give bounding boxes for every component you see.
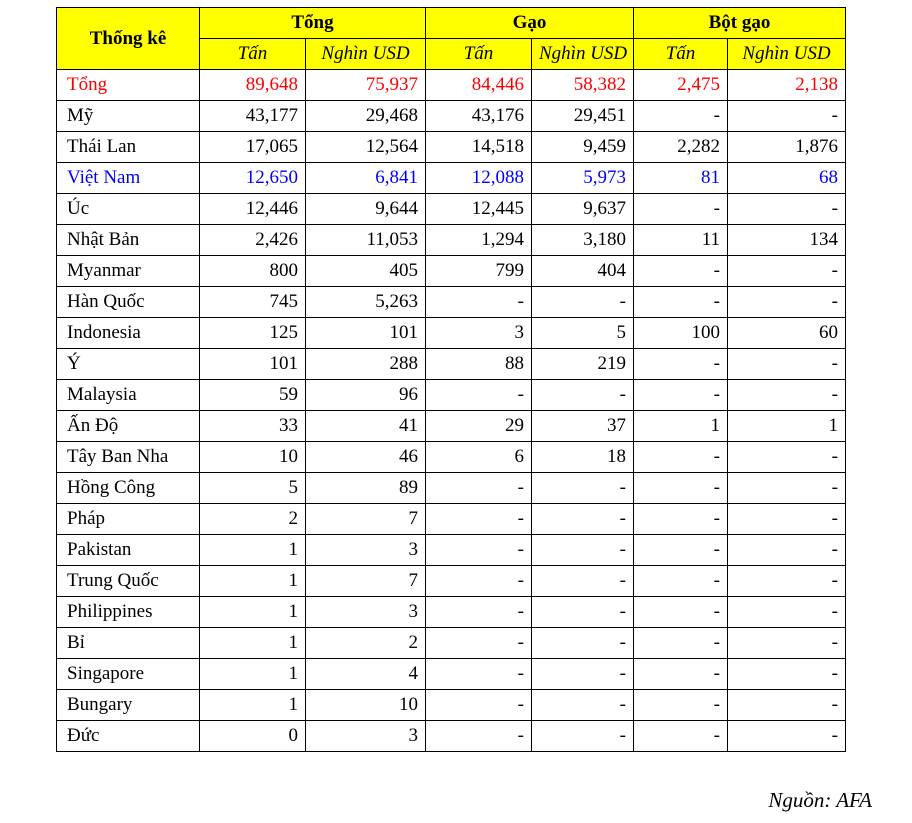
- table-row: [57, 628, 846, 659]
- table-cell: 6: [426, 442, 532, 473]
- table-cell: -: [728, 721, 846, 752]
- table-cell: -: [728, 287, 846, 318]
- table-cell: -: [728, 690, 846, 721]
- table-cell: 7: [306, 504, 426, 535]
- table-cell: 9,637: [532, 194, 634, 225]
- row-label: Trung Quốc: [57, 566, 200, 597]
- table-cell: -: [532, 287, 634, 318]
- table-cell: 101: [200, 349, 306, 380]
- table-cell: -: [532, 473, 634, 504]
- row-label: Pakistan: [57, 535, 200, 566]
- table-cell: 219: [532, 349, 634, 380]
- table-row: [57, 318, 846, 349]
- table-cell: -: [634, 349, 728, 380]
- table-row: [57, 535, 846, 566]
- table-cell: 88: [426, 349, 532, 380]
- table-row: [57, 132, 846, 163]
- table-cell: -: [532, 535, 634, 566]
- table-cell: 5,263: [306, 287, 426, 318]
- table-cell: -: [634, 442, 728, 473]
- table-row: [57, 225, 846, 256]
- table-cell: 2,282: [634, 132, 728, 163]
- table-cell: 3: [426, 318, 532, 349]
- table-cell: 96: [306, 380, 426, 411]
- table-cell: 1: [200, 597, 306, 628]
- table-cell: 29,468: [306, 101, 426, 132]
- table-cell: -: [634, 504, 728, 535]
- row-label: Bỉ: [57, 628, 200, 659]
- table-cell: -: [532, 566, 634, 597]
- row-label: Malaysia: [57, 380, 200, 411]
- table-cell: 1,876: [728, 132, 846, 163]
- unit-header: Tấn: [634, 39, 728, 70]
- table-cell: -: [532, 380, 634, 411]
- table-cell: -: [426, 597, 532, 628]
- table-cell: 29: [426, 411, 532, 442]
- row-label: Bungary: [57, 690, 200, 721]
- row-label: Úc: [57, 194, 200, 225]
- table-cell: 1: [200, 535, 306, 566]
- table-cell: 2: [306, 628, 426, 659]
- unit-header: Nghìn USD: [532, 39, 634, 70]
- table-cell: -: [532, 504, 634, 535]
- table-cell: -: [426, 473, 532, 504]
- table-cell: 125: [200, 318, 306, 349]
- table-cell: -: [728, 597, 846, 628]
- table-row: [57, 163, 846, 194]
- table-cell: 58,382: [532, 70, 634, 101]
- table-cell: -: [532, 628, 634, 659]
- table-cell: -: [728, 566, 846, 597]
- unit-header: Nghìn USD: [728, 39, 846, 70]
- table-cell: 11: [634, 225, 728, 256]
- table-cell: 2,426: [200, 225, 306, 256]
- table-row: [57, 101, 846, 132]
- row-label: Ý: [57, 349, 200, 380]
- table-cell: -: [728, 473, 846, 504]
- table-cell: -: [532, 721, 634, 752]
- table-cell: 10: [200, 442, 306, 473]
- table-row: [57, 566, 846, 597]
- table-row: [57, 287, 846, 318]
- table-cell: -: [728, 504, 846, 535]
- table-row: [57, 70, 846, 101]
- table-cell: 1: [200, 659, 306, 690]
- table-cell: 11,053: [306, 225, 426, 256]
- table-cell: -: [634, 535, 728, 566]
- row-label: Thái Lan: [57, 132, 200, 163]
- table-cell: -: [634, 380, 728, 411]
- table-cell: 17,065: [200, 132, 306, 163]
- table-cell: 46: [306, 442, 426, 473]
- table-cell: -: [426, 287, 532, 318]
- stats-table: [56, 7, 846, 752]
- table-cell: 9,459: [532, 132, 634, 163]
- table-cell: -: [634, 628, 728, 659]
- row-label: Tây Ban Nha: [57, 442, 200, 473]
- table-cell: 405: [306, 256, 426, 287]
- table-cell: -: [426, 380, 532, 411]
- table-cell: -: [634, 287, 728, 318]
- table-cell: 12,564: [306, 132, 426, 163]
- row-label: Myanmar: [57, 256, 200, 287]
- header-group-row: [57, 8, 846, 39]
- table-cell: 37: [532, 411, 634, 442]
- corner-header: Thống kê: [57, 8, 200, 70]
- table-row: [57, 504, 846, 535]
- table-cell: -: [634, 597, 728, 628]
- row-label: Hàn Quốc: [57, 287, 200, 318]
- table-cell: 1: [200, 566, 306, 597]
- source-note: Nguồn: AFA: [768, 788, 872, 812]
- table-cell: -: [634, 690, 728, 721]
- table-cell: -: [426, 628, 532, 659]
- table-cell: 100: [634, 318, 728, 349]
- table-cell: 2,475: [634, 70, 728, 101]
- table-cell: 800: [200, 256, 306, 287]
- table-cell: -: [728, 628, 846, 659]
- table-cell: 5: [200, 473, 306, 504]
- row-label: Việt Nam: [57, 163, 200, 194]
- row-label: Ấn Độ: [57, 411, 200, 442]
- table-cell: 12,445: [426, 194, 532, 225]
- table-cell: 43,177: [200, 101, 306, 132]
- table-row: [57, 659, 846, 690]
- table-cell: 12,446: [200, 194, 306, 225]
- group-header-total: Tổng: [200, 8, 426, 39]
- table-cell: 2: [200, 504, 306, 535]
- table-cell: 101: [306, 318, 426, 349]
- table-header: [57, 8, 846, 70]
- table-cell: 14,518: [426, 132, 532, 163]
- table-cell: 12,650: [200, 163, 306, 194]
- table-row: [57, 349, 846, 380]
- row-label: Nhật Bản: [57, 225, 200, 256]
- table-cell: 1: [728, 411, 846, 442]
- table-cell: 134: [728, 225, 846, 256]
- table-cell: -: [532, 659, 634, 690]
- table-cell: -: [728, 349, 846, 380]
- table-cell: 3: [306, 721, 426, 752]
- table-cell: 404: [532, 256, 634, 287]
- table-cell: 84,446: [426, 70, 532, 101]
- table-cell: -: [728, 194, 846, 225]
- table-cell: -: [728, 659, 846, 690]
- group-header-rice: Gạo: [426, 8, 634, 39]
- table-row: [57, 256, 846, 287]
- table-cell: -: [634, 659, 728, 690]
- table-cell: 89: [306, 473, 426, 504]
- row-label: Tổng: [57, 70, 200, 101]
- table-row: [57, 473, 846, 504]
- table-cell: 12,088: [426, 163, 532, 194]
- table-cell: 3,180: [532, 225, 634, 256]
- table-cell: 33: [200, 411, 306, 442]
- group-header-rice-flour: Bột gạo: [634, 8, 846, 39]
- table-cell: -: [728, 380, 846, 411]
- unit-header: Tấn: [426, 39, 532, 70]
- table-cell: 0: [200, 721, 306, 752]
- table-cell: 288: [306, 349, 426, 380]
- table-row: [57, 721, 846, 752]
- table-cell: -: [532, 690, 634, 721]
- table-cell: -: [426, 659, 532, 690]
- table-cell: 3: [306, 535, 426, 566]
- table-cell: 1,294: [426, 225, 532, 256]
- table-cell: -: [728, 256, 846, 287]
- table-cell: 745: [200, 287, 306, 318]
- table-cell: 3: [306, 597, 426, 628]
- table-cell: 18: [532, 442, 634, 473]
- table-cell: -: [426, 535, 532, 566]
- table-cell: -: [426, 721, 532, 752]
- table-cell: 2,138: [728, 70, 846, 101]
- table-cell: -: [634, 256, 728, 287]
- table-cell: 75,937: [306, 70, 426, 101]
- table-cell: 10: [306, 690, 426, 721]
- table-cell: 43,176: [426, 101, 532, 132]
- table-cell: -: [634, 101, 728, 132]
- table-cell: 1: [200, 690, 306, 721]
- table-cell: -: [634, 721, 728, 752]
- table-cell: 1: [634, 411, 728, 442]
- row-label: Philippines: [57, 597, 200, 628]
- unit-header: Tấn: [200, 39, 306, 70]
- row-label: Indonesia: [57, 318, 200, 349]
- table-row: [57, 411, 846, 442]
- row-label: Singapore: [57, 659, 200, 690]
- table-cell: -: [634, 566, 728, 597]
- table-cell: -: [728, 442, 846, 473]
- table-cell: 68: [728, 163, 846, 194]
- table-cell: -: [728, 535, 846, 566]
- table-cell: 5,973: [532, 163, 634, 194]
- table-row: [57, 194, 846, 225]
- table-cell: 29,451: [532, 101, 634, 132]
- row-label: Pháp: [57, 504, 200, 535]
- table-cell: 41: [306, 411, 426, 442]
- table-row: [57, 442, 846, 473]
- table-cell: -: [426, 566, 532, 597]
- table-cell: 89,648: [200, 70, 306, 101]
- table-cell: -: [532, 597, 634, 628]
- table-cell: 81: [634, 163, 728, 194]
- table-cell: 5: [532, 318, 634, 349]
- table-cell: 7: [306, 566, 426, 597]
- table-cell: 60: [728, 318, 846, 349]
- table-row: [57, 380, 846, 411]
- row-label: Đức: [57, 721, 200, 752]
- table-cell: -: [426, 504, 532, 535]
- table-row: [57, 690, 846, 721]
- table-cell: 59: [200, 380, 306, 411]
- table-cell: 9,644: [306, 194, 426, 225]
- row-label: Mỹ: [57, 101, 200, 132]
- table-cell: 1: [200, 628, 306, 659]
- table-cell: -: [728, 101, 846, 132]
- table-body: [57, 70, 846, 752]
- table-row: [57, 597, 846, 628]
- table-cell: -: [634, 473, 728, 504]
- table-cell: -: [634, 194, 728, 225]
- table-cell: 799: [426, 256, 532, 287]
- table-cell: 6,841: [306, 163, 426, 194]
- row-label: Hồng Công: [57, 473, 200, 504]
- table-cell: 4: [306, 659, 426, 690]
- table-cell: -: [426, 690, 532, 721]
- unit-header: Nghìn USD: [306, 39, 426, 70]
